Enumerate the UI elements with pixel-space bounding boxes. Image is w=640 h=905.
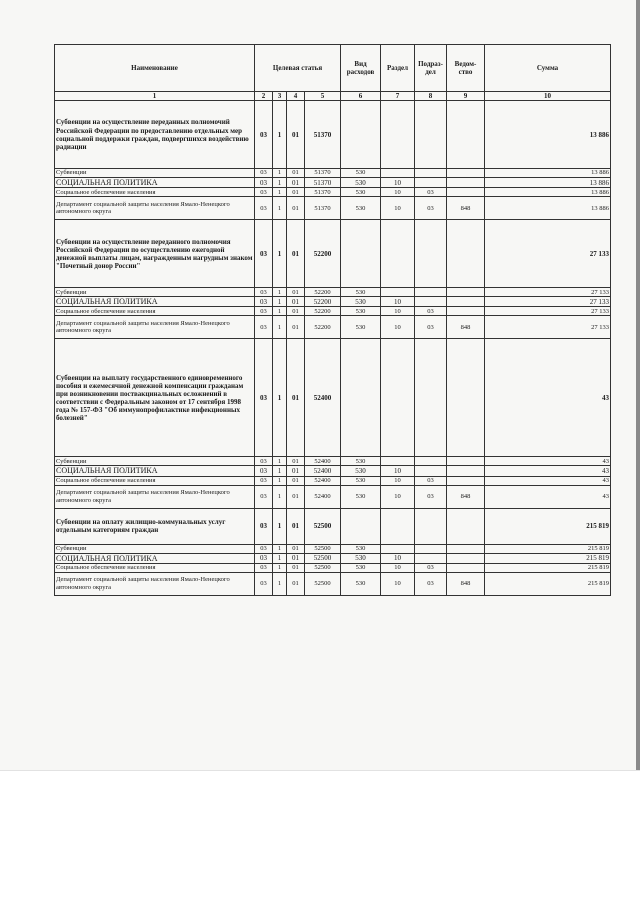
cell-subprogram-code: 1 bbox=[273, 553, 287, 563]
cell-department bbox=[447, 169, 485, 178]
cell-department bbox=[447, 178, 485, 188]
cell-program-code: 03 bbox=[255, 288, 273, 297]
cell-program-code: 03 bbox=[255, 220, 273, 288]
cell-expense-type: 530 bbox=[341, 466, 381, 476]
cell-section: 10 bbox=[381, 485, 415, 508]
table-row bbox=[55, 316, 611, 339]
cell-section: 10 bbox=[381, 178, 415, 188]
cell-name: Социальное обеспечение населения bbox=[55, 188, 255, 197]
table-row bbox=[55, 188, 611, 197]
cell-expense-type: 530 bbox=[341, 457, 381, 466]
cell-subprogram-code: 1 bbox=[273, 307, 287, 316]
cell-direction-code: 01 bbox=[287, 553, 305, 563]
cell-article-code: 51370 bbox=[305, 197, 341, 220]
header-section: Раздел bbox=[381, 45, 415, 92]
cell-direction-code: 01 bbox=[287, 297, 305, 307]
cell-subsection bbox=[415, 288, 447, 297]
cell-section bbox=[381, 220, 415, 288]
cell-name: Социальное обеспечение населения bbox=[55, 563, 255, 572]
cell-article-code: 52200 bbox=[305, 316, 341, 339]
cell-name: СОЦИАЛЬНАЯ ПОЛИТИКА bbox=[55, 178, 255, 188]
cell-name: Социальное обеспечение населения bbox=[55, 476, 255, 485]
cell-program-code: 03 bbox=[255, 307, 273, 316]
cell-program-code: 03 bbox=[255, 188, 273, 197]
cell-subprogram-code: 1 bbox=[273, 466, 287, 476]
cell-subsection bbox=[415, 178, 447, 188]
cell-program-code: 03 bbox=[255, 316, 273, 339]
cell-name: Субвенции bbox=[55, 457, 255, 466]
table-row bbox=[55, 288, 611, 297]
cell-program-code: 03 bbox=[255, 197, 273, 220]
col-number: 3 bbox=[273, 92, 287, 101]
cell-sum: 215 819 bbox=[485, 508, 611, 544]
cell-direction-code: 01 bbox=[287, 197, 305, 220]
cell-section bbox=[381, 457, 415, 466]
table-row bbox=[55, 553, 611, 563]
cell-article-code: 52200 bbox=[305, 307, 341, 316]
cell-expense-type: 530 bbox=[341, 572, 381, 595]
cell-expense-type bbox=[341, 220, 381, 288]
cell-subprogram-code: 1 bbox=[273, 544, 287, 553]
cell-name: Субвенции на осуществление переданных полномочий Российской Федерации по предоставлению отдельных мер социальной поддержки граждан, подвергшихся воздействию радиации bbox=[55, 101, 255, 169]
cell-subsection bbox=[415, 553, 447, 563]
cell-section: 10 bbox=[381, 553, 415, 563]
cell-section bbox=[381, 339, 415, 457]
cell-subsection bbox=[415, 544, 447, 553]
cell-department bbox=[447, 101, 485, 169]
cell-article-code: 51370 bbox=[305, 178, 341, 188]
cell-direction-code: 01 bbox=[287, 485, 305, 508]
cell-direction-code: 01 bbox=[287, 544, 305, 553]
cell-direction-code: 01 bbox=[287, 572, 305, 595]
cell-article-code: 51370 bbox=[305, 188, 341, 197]
cell-name: Департамент социальной защиты населения Ямало-Ненецкого автономного округа bbox=[55, 197, 255, 220]
cell-article-code: 52400 bbox=[305, 476, 341, 485]
cell-direction-code: 01 bbox=[287, 563, 305, 572]
cell-article-code: 52500 bbox=[305, 508, 341, 544]
cell-subsection bbox=[415, 101, 447, 169]
cell-expense-type: 530 bbox=[341, 485, 381, 508]
cell-sum: 13 886 bbox=[485, 101, 611, 169]
cell-article-code: 52500 bbox=[305, 553, 341, 563]
cell-name: Департамент социальной защиты населения Ямало-Ненецкого автономного округа bbox=[55, 316, 255, 339]
table-row-subvention bbox=[55, 220, 611, 288]
cell-section: 10 bbox=[381, 572, 415, 595]
cell-section: 10 bbox=[381, 476, 415, 485]
cell-subsection bbox=[415, 457, 447, 466]
cell-article-code: 52400 bbox=[305, 339, 341, 457]
cell-section bbox=[381, 101, 415, 169]
col-number: 10 bbox=[485, 92, 611, 101]
cell-direction-code: 01 bbox=[287, 316, 305, 339]
cell-sum: 13 886 bbox=[485, 169, 611, 178]
header-name: Наименование bbox=[55, 45, 255, 92]
cell-direction-code: 01 bbox=[287, 188, 305, 197]
cell-article-code: 52200 bbox=[305, 297, 341, 307]
cell-article-code: 52200 bbox=[305, 220, 341, 288]
cell-program-code: 03 bbox=[255, 178, 273, 188]
cell-subprogram-code: 1 bbox=[273, 169, 287, 178]
cell-subprogram-code: 1 bbox=[273, 339, 287, 457]
col-number: 5 bbox=[305, 92, 341, 101]
cell-department bbox=[447, 563, 485, 572]
cell-direction-code: 01 bbox=[287, 466, 305, 476]
cell-sum: 13 886 bbox=[485, 188, 611, 197]
cell-subprogram-code: 1 bbox=[273, 188, 287, 197]
cell-program-code: 03 bbox=[255, 339, 273, 457]
cell-program-code: 03 bbox=[255, 101, 273, 169]
cell-department bbox=[447, 297, 485, 307]
table-row bbox=[55, 297, 611, 307]
cell-subsection bbox=[415, 508, 447, 544]
cell-section: 10 bbox=[381, 197, 415, 220]
cell-sum: 215 819 bbox=[485, 572, 611, 595]
cell-sum: 27 133 bbox=[485, 220, 611, 288]
cell-program-code: 03 bbox=[255, 169, 273, 178]
cell-subsection bbox=[415, 220, 447, 288]
cell-department: 848 bbox=[447, 197, 485, 220]
cell-article-code: 52400 bbox=[305, 485, 341, 508]
cell-subsection: 03 bbox=[415, 572, 447, 595]
header-expense-type: Вид расходов bbox=[341, 45, 381, 92]
cell-sum: 13 886 bbox=[485, 197, 611, 220]
table-row bbox=[55, 476, 611, 485]
cell-expense-type: 530 bbox=[341, 188, 381, 197]
cell-name: СОЦИАЛЬНАЯ ПОЛИТИКА bbox=[55, 553, 255, 563]
cell-article-code: 52500 bbox=[305, 563, 341, 572]
cell-program-code: 03 bbox=[255, 466, 273, 476]
cell-sum: 215 819 bbox=[485, 553, 611, 563]
table-row bbox=[55, 197, 611, 220]
cell-department bbox=[447, 476, 485, 485]
col-number: 2 bbox=[255, 92, 273, 101]
cell-sum: 43 bbox=[485, 339, 611, 457]
cell-direction-code: 01 bbox=[287, 307, 305, 316]
cell-subsection: 03 bbox=[415, 307, 447, 316]
cell-subprogram-code: 1 bbox=[273, 508, 287, 544]
table-row bbox=[55, 307, 611, 316]
cell-direction-code: 01 bbox=[287, 288, 305, 297]
column-number-row bbox=[55, 92, 611, 101]
cell-subprogram-code: 1 bbox=[273, 572, 287, 595]
cell-direction-code: 01 bbox=[287, 508, 305, 544]
cell-name: Субвенции на выплату государственного единовременного пособия и ежемесячной денежной компенсации гражданам при возникновении поствакцинальных осложнений в соответствии с Федеральным законом от 17 сентября 1998 года № 157-ФЗ "Об иммунопрофилактике инфекционных болезней" bbox=[55, 339, 255, 457]
cell-department: 848 bbox=[447, 485, 485, 508]
cell-section bbox=[381, 544, 415, 553]
cell-expense-type: 530 bbox=[341, 169, 381, 178]
cell-direction-code: 01 bbox=[287, 169, 305, 178]
cell-department bbox=[447, 220, 485, 288]
cell-sum: 43 bbox=[485, 476, 611, 485]
table-row bbox=[55, 169, 611, 178]
cell-name: Социальное обеспечение населения bbox=[55, 307, 255, 316]
cell-expense-type bbox=[341, 339, 381, 457]
cell-name: СОЦИАЛЬНАЯ ПОЛИТИКА bbox=[55, 297, 255, 307]
cell-article-code: 52400 bbox=[305, 466, 341, 476]
cell-name: Субвенции bbox=[55, 169, 255, 178]
table-row bbox=[55, 485, 611, 508]
header-subsection: Подраз-дел bbox=[415, 45, 447, 92]
cell-program-code: 03 bbox=[255, 476, 273, 485]
cell-name: Субвенции на оплату жилищно-коммунальных услуг отдельным категориям граждан bbox=[55, 508, 255, 544]
cell-subprogram-code: 1 bbox=[273, 288, 287, 297]
cell-sum: 27 133 bbox=[485, 288, 611, 297]
cell-section bbox=[381, 508, 415, 544]
cell-subsection bbox=[415, 169, 447, 178]
cell-expense-type: 530 bbox=[341, 307, 381, 316]
cell-program-code: 03 bbox=[255, 553, 273, 563]
cell-direction-code: 01 bbox=[287, 178, 305, 188]
table-row bbox=[55, 572, 611, 595]
header-target-article: Целевая статья bbox=[255, 45, 341, 92]
budget-table bbox=[54, 44, 611, 596]
cell-expense-type: 530 bbox=[341, 563, 381, 572]
cell-section: 10 bbox=[381, 466, 415, 476]
cell-subsection bbox=[415, 339, 447, 457]
cell-article-code: 52500 bbox=[305, 544, 341, 553]
cell-sum: 43 bbox=[485, 485, 611, 508]
cell-department bbox=[447, 508, 485, 544]
cell-subprogram-code: 1 bbox=[273, 297, 287, 307]
cell-subsection: 03 bbox=[415, 188, 447, 197]
cell-department bbox=[447, 544, 485, 553]
cell-subprogram-code: 1 bbox=[273, 101, 287, 169]
table-row bbox=[55, 466, 611, 476]
cell-expense-type: 530 bbox=[341, 316, 381, 339]
cell-direction-code: 01 bbox=[287, 220, 305, 288]
cell-article-code: 51370 bbox=[305, 101, 341, 169]
cell-sum: 13 886 bbox=[485, 178, 611, 188]
cell-expense-type: 530 bbox=[341, 476, 381, 485]
cell-direction-code: 01 bbox=[287, 101, 305, 169]
table-row bbox=[55, 178, 611, 188]
col-number: 8 bbox=[415, 92, 447, 101]
cell-expense-type: 530 bbox=[341, 178, 381, 188]
cell-program-code: 03 bbox=[255, 297, 273, 307]
cell-sum: 27 133 bbox=[485, 297, 611, 307]
cell-subprogram-code: 1 bbox=[273, 485, 287, 508]
table-row-subvention bbox=[55, 101, 611, 169]
cell-name: Субвенции bbox=[55, 544, 255, 553]
cell-sum: 215 819 bbox=[485, 563, 611, 572]
cell-department bbox=[447, 466, 485, 476]
cell-sum: 43 bbox=[485, 457, 611, 466]
cell-subsection bbox=[415, 466, 447, 476]
cell-section bbox=[381, 288, 415, 297]
cell-expense-type bbox=[341, 101, 381, 169]
cell-department bbox=[447, 339, 485, 457]
cell-expense-type: 530 bbox=[341, 544, 381, 553]
cell-expense-type bbox=[341, 508, 381, 544]
cell-sum: 27 133 bbox=[485, 316, 611, 339]
col-number: 9 bbox=[447, 92, 485, 101]
cell-department bbox=[447, 553, 485, 563]
cell-subsection: 03 bbox=[415, 476, 447, 485]
table-row bbox=[55, 544, 611, 553]
col-number: 1 bbox=[55, 92, 255, 101]
cell-program-code: 03 bbox=[255, 485, 273, 508]
cell-expense-type: 530 bbox=[341, 197, 381, 220]
cell-subprogram-code: 1 bbox=[273, 178, 287, 188]
table-row-subvention bbox=[55, 339, 611, 457]
col-number: 4 bbox=[287, 92, 305, 101]
table-header-row bbox=[55, 45, 611, 92]
cell-department: 848 bbox=[447, 316, 485, 339]
cell-subprogram-code: 1 bbox=[273, 563, 287, 572]
cell-subsection: 03 bbox=[415, 563, 447, 572]
cell-program-code: 03 bbox=[255, 457, 273, 466]
cell-program-code: 03 bbox=[255, 544, 273, 553]
cell-expense-type: 530 bbox=[341, 288, 381, 297]
table-row bbox=[55, 457, 611, 466]
cell-expense-type: 530 bbox=[341, 553, 381, 563]
cell-department bbox=[447, 188, 485, 197]
cell-direction-code: 01 bbox=[287, 476, 305, 485]
table-body bbox=[55, 101, 611, 596]
cell-sum: 215 819 bbox=[485, 544, 611, 553]
cell-program-code: 03 bbox=[255, 508, 273, 544]
scan-edge-shadow bbox=[636, 0, 640, 770]
cell-department bbox=[447, 288, 485, 297]
cell-subprogram-code: 1 bbox=[273, 220, 287, 288]
cell-section: 10 bbox=[381, 307, 415, 316]
cell-department bbox=[447, 307, 485, 316]
cell-program-code: 03 bbox=[255, 572, 273, 595]
cell-direction-code: 01 bbox=[287, 339, 305, 457]
cell-subprogram-code: 1 bbox=[273, 476, 287, 485]
header-department: Ведом-ство bbox=[447, 45, 485, 92]
cell-subsection: 03 bbox=[415, 485, 447, 508]
cell-article-code: 51370 bbox=[305, 169, 341, 178]
cell-subsection: 03 bbox=[415, 316, 447, 339]
cell-program-code: 03 bbox=[255, 563, 273, 572]
cell-section: 10 bbox=[381, 316, 415, 339]
cell-direction-code: 01 bbox=[287, 457, 305, 466]
table-row-subvention bbox=[55, 508, 611, 544]
cell-article-code: 52400 bbox=[305, 457, 341, 466]
col-number: 6 bbox=[341, 92, 381, 101]
cell-section: 10 bbox=[381, 188, 415, 197]
cell-sum: 43 bbox=[485, 466, 611, 476]
table-row bbox=[55, 563, 611, 572]
cell-name: Субвенции на осуществление переданного полномочия Российской Федерации по осуществлению ежегодной денежной выплаты лицам, награжденным нагрудным знаком "Почетный донор России" bbox=[55, 220, 255, 288]
cell-section: 10 bbox=[381, 297, 415, 307]
cell-section: 10 bbox=[381, 563, 415, 572]
col-number: 7 bbox=[381, 92, 415, 101]
cell-department bbox=[447, 457, 485, 466]
cell-subprogram-code: 1 bbox=[273, 457, 287, 466]
cell-sum: 27 133 bbox=[485, 307, 611, 316]
cell-subsection bbox=[415, 297, 447, 307]
cell-subprogram-code: 1 bbox=[273, 197, 287, 220]
cell-name: Департамент социальной защиты населения Ямало-Ненецкого автономного округа bbox=[55, 485, 255, 508]
cell-name: СОЦИАЛЬНАЯ ПОЛИТИКА bbox=[55, 466, 255, 476]
header-sum: Сумма bbox=[485, 45, 611, 92]
cell-article-code: 52500 bbox=[305, 572, 341, 595]
cell-department: 848 bbox=[447, 572, 485, 595]
cell-article-code: 52200 bbox=[305, 288, 341, 297]
cell-subprogram-code: 1 bbox=[273, 316, 287, 339]
cell-name: Субвенции bbox=[55, 288, 255, 297]
cell-expense-type: 530 bbox=[341, 297, 381, 307]
cell-section bbox=[381, 169, 415, 178]
cell-name: Департамент социальной защиты населения Ямало-Ненецкого автономного округа bbox=[55, 572, 255, 595]
cell-subsection: 03 bbox=[415, 197, 447, 220]
